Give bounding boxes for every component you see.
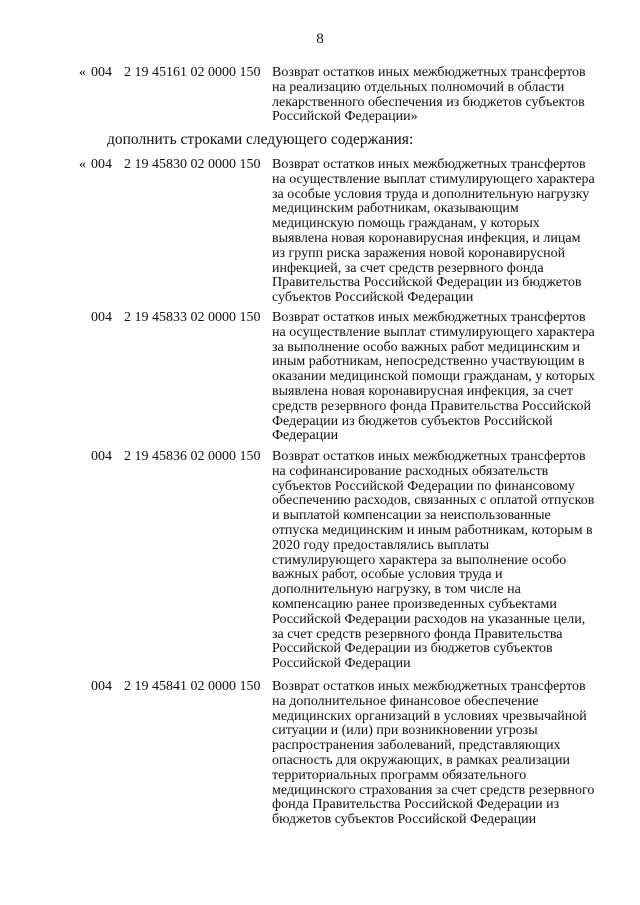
description-line: субъектов Российской Федерации [272, 290, 474, 306]
description-line: Федерации из бюджетов субъектов Российской [272, 413, 553, 429]
description-line: стимулирующего характера за выполнение особо [272, 552, 567, 568]
description-line: медицинских организаций в условиях чрезвычайной [272, 708, 587, 724]
description-line: Российской Федерации из бюджетов субъектов [272, 641, 553, 657]
description-line: лекарственного обеспечения из бюджетов субъектов [272, 94, 585, 110]
description-line: Возврат остатков иных межбюджетных трансфертов [272, 157, 586, 172]
description-line: Федерации [272, 428, 339, 444]
description-line: компенсацию ранее произведенных субъектами [272, 596, 557, 612]
description-line: ситуации и (или) при возникновении угрозы [272, 723, 538, 739]
administrator-code: 004 [91, 157, 112, 172]
budget-classification-code: 2 19 45841 02 0000 150 [124, 679, 261, 694]
description-line: иным работникам, непосредственно участвующим в [272, 354, 585, 370]
row-description [272, 310, 595, 444]
row-description [272, 679, 595, 828]
opening-quote-mark: « [79, 157, 86, 172]
description-line: фонда Правительства Российской Федерации из [272, 797, 560, 813]
description-line: средств резервного фонда Правительства Российской [272, 398, 591, 414]
administrator-code: 004 [91, 449, 112, 464]
section-heading: дополнить строками следующего содержания: [107, 131, 414, 148]
description-line: из групп риска заражения новой коронавирусной [272, 245, 566, 261]
opening-quote-mark: « [79, 65, 86, 80]
description-line: Возврат остатков иных межбюджетных трансфертов [272, 449, 586, 464]
description-line: Российской Федерации» [272, 109, 418, 125]
description-line: на реализацию отдельных полномочий в области [272, 79, 565, 95]
budget-classification-code: 2 19 45161 02 0000 150 [124, 65, 261, 80]
description-line: Российской Федерации [272, 656, 411, 672]
description-line: дополнительную нагрузку, в том числе на [272, 582, 521, 598]
page-number: 8 [316, 31, 324, 47]
description-line: важных работ, особые условия труда и [272, 567, 503, 583]
description-line: за счет средств резервного фонда Правительства [272, 626, 563, 642]
description-line: Возврат остатков иных межбюджетных трансфертов [272, 679, 586, 694]
description-line: обеспечению расходов, связанных с оплатой отпусков [272, 493, 595, 509]
description-line: выявлена новая коронавирусная инфекция, и лицам [272, 230, 581, 246]
description-line: за особые условия труда и дополнительную нагрузку [272, 186, 590, 202]
description-line: медицинского страхования за счет средств резервного [272, 782, 595, 798]
description-line: медицинскую помощь гражданам, у которых [272, 216, 540, 232]
administrator-code: 004 [91, 310, 112, 325]
row-description [272, 66, 592, 125]
description-line: Возврат остатков иных межбюджетных трансфертов [272, 310, 586, 325]
description-line: на дополнительное финансовое обеспечение [272, 693, 539, 709]
description-line: оказании медицинской помощи гражданам, у которых [272, 369, 595, 385]
row-description [272, 157, 595, 306]
description-line: Возврат остатков иных межбюджетных трансфертов [272, 65, 586, 80]
description-line: опасность для окружающих, в рамках реализации [272, 752, 570, 768]
description-line: бюджетов субъектов Российской Федерации [272, 812, 537, 828]
administrator-code: 004 [91, 679, 112, 694]
row-description [272, 449, 595, 672]
budget-classification-code: 2 19 45830 02 0000 150 [124, 157, 261, 172]
description-line: субъектов Российской Федерации по финансовому [272, 478, 575, 494]
budget-classification-code: 2 19 45833 02 0000 150 [124, 310, 261, 325]
description-line: за выполнение особо важных работ медицинским и [272, 339, 580, 355]
description-line: и выплатой компенсации за неиспользованные [272, 508, 551, 524]
budget-classification-code: 2 19 45836 02 0000 150 [124, 449, 261, 464]
description-line: отпуска медицинским и иным работникам, которым в [272, 522, 593, 538]
description-line: территориальных программ обязательного [272, 767, 527, 783]
administrator-code: 004 [91, 65, 112, 80]
description-line: на осуществление выплат стимулирующего характера [272, 171, 595, 187]
description-line: распространения заболеваний, представляющих [272, 738, 561, 754]
description-line: на осуществление выплат стимулирующего характера [272, 324, 595, 340]
description-line: 2020 году предоставлялись выплаты [272, 537, 490, 553]
description-line: на софинансирование расходных обязательств [272, 463, 549, 479]
description-line: инфекцией, за счет средств резервного фонда [272, 260, 544, 276]
description-line: Правительства Российской Федерации из бюджетов [272, 275, 582, 291]
description-line: Российской Федерации расходов на указанные цели, [272, 611, 586, 627]
description-line: медицинским работникам, оказывающим [272, 201, 519, 217]
description-line: выявлена новая коронавирусная инфекция, за счет [272, 383, 573, 399]
